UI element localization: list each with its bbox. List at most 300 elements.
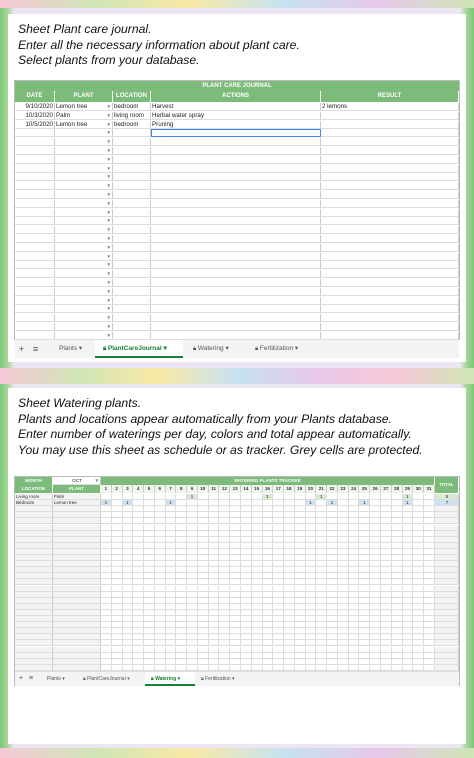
watering-cell[interactable]: [349, 494, 360, 500]
empty-cell[interactable]: [55, 165, 113, 173]
watering-cell[interactable]: [424, 506, 435, 512]
empty-cell[interactable]: [321, 156, 459, 164]
watering-cell[interactable]: [381, 573, 392, 579]
watering-cell[interactable]: [209, 561, 220, 567]
watering-cell[interactable]: [359, 622, 370, 628]
watering-cell[interactable]: [209, 567, 220, 573]
watering-cell[interactable]: [133, 622, 144, 628]
watering-cell[interactable]: [133, 531, 144, 537]
watering-cell[interactable]: [101, 610, 112, 616]
watering-cell[interactable]: [176, 518, 187, 524]
watering-cell[interactable]: [273, 653, 284, 659]
watering-cell[interactable]: [230, 531, 241, 537]
watering-cell[interactable]: [219, 640, 230, 646]
watering-cell[interactable]: [101, 549, 112, 555]
watering-cell[interactable]: [166, 604, 177, 610]
watering-cell[interactable]: [263, 549, 274, 555]
watering-cell[interactable]: [316, 665, 327, 671]
watering-cell[interactable]: [187, 500, 198, 506]
empty-cell[interactable]: [321, 288, 459, 296]
watering-cell[interactable]: [123, 531, 134, 537]
watering-cell[interactable]: [327, 525, 338, 531]
tab-plantcarejournal[interactable]: [95, 340, 183, 358]
watering-cell[interactable]: [403, 598, 414, 604]
watering-cell[interactable]: [295, 543, 306, 549]
watering-cell[interactable]: [306, 586, 317, 592]
watering-cell[interactable]: [198, 604, 209, 610]
watering-cell[interactable]: [198, 494, 209, 500]
watering-cell[interactable]: [230, 640, 241, 646]
watering-cell[interactable]: [295, 616, 306, 622]
chevron-down-icon[interactable]: ▼: [106, 112, 111, 118]
watering-cell[interactable]: [327, 555, 338, 561]
watering-cell[interactable]: [306, 512, 317, 518]
chevron-down-icon[interactable]: ▼: [106, 236, 111, 241]
watering-cell[interactable]: [241, 586, 252, 592]
watering-cell[interactable]: [112, 531, 123, 537]
watering-cell[interactable]: [316, 555, 327, 561]
watering-cell[interactable]: [241, 659, 252, 665]
watering-cell[interactable]: [123, 579, 134, 585]
watering-cell[interactable]: [403, 567, 414, 573]
watering-cell[interactable]: [381, 555, 392, 561]
watering-cell[interactable]: [187, 653, 198, 659]
watering-cell[interactable]: [252, 640, 263, 646]
watering-cell[interactable]: [349, 604, 360, 610]
tab-watering[interactable]: [185, 340, 243, 358]
watering-cell[interactable]: [219, 500, 230, 506]
watering-cell[interactable]: [209, 555, 220, 561]
table-cell[interactable]: [321, 121, 459, 129]
table-cell[interactable]: [15, 121, 55, 129]
watering-cell[interactable]: [327, 653, 338, 659]
watering-cell[interactable]: [424, 640, 435, 646]
watering-cell[interactable]: [101, 665, 112, 671]
watering-cell-filled[interactable]: 1: [123, 500, 134, 506]
empty-cell[interactable]: [15, 253, 55, 261]
watering-cell[interactable]: [241, 598, 252, 604]
empty-cell[interactable]: [15, 209, 55, 217]
watering-cell[interactable]: [295, 647, 306, 653]
watering-cell[interactable]: [424, 537, 435, 543]
watering-cell[interactable]: [403, 512, 414, 518]
watering-cell[interactable]: [295, 573, 306, 579]
watering-cell[interactable]: [219, 537, 230, 543]
watering-cell[interactable]: [219, 622, 230, 628]
watering-cell[interactable]: [381, 543, 392, 549]
empty-cell[interactable]: [55, 156, 113, 164]
watering-cell[interactable]: [144, 616, 155, 622]
watering-cell[interactable]: [187, 604, 198, 610]
watering-cell[interactable]: [316, 640, 327, 646]
watering-cell-filled[interactable]: 1: [187, 494, 198, 500]
watering-cell[interactable]: [155, 586, 166, 592]
watering-cell[interactable]: [187, 518, 198, 524]
watering-cell[interactable]: [349, 506, 360, 512]
watering-cell[interactable]: [176, 543, 187, 549]
watering-cell[interactable]: [209, 512, 220, 518]
watering-cell[interactable]: [144, 500, 155, 506]
watering-cell[interactable]: [123, 640, 134, 646]
watering-cell[interactable]: [424, 500, 435, 506]
empty-cell[interactable]: [151, 217, 321, 225]
watering-cell[interactable]: [424, 579, 435, 585]
watering-cell[interactable]: [284, 525, 295, 531]
watering-cell[interactable]: [370, 604, 381, 610]
watering-cell[interactable]: [403, 640, 414, 646]
watering-cell[interactable]: [327, 537, 338, 543]
watering-cell[interactable]: [349, 616, 360, 622]
watering-cell[interactable]: [306, 549, 317, 555]
watering-cell[interactable]: [123, 647, 134, 653]
watering-cell[interactable]: [252, 494, 263, 500]
watering-cell[interactable]: [112, 647, 123, 653]
watering-cell[interactable]: [230, 579, 241, 585]
watering-cell[interactable]: [144, 659, 155, 665]
sheet-list-button[interactable]: ≡: [33, 344, 39, 354]
watering-cell[interactable]: [133, 604, 144, 610]
watering-cell[interactable]: [219, 592, 230, 598]
empty-cell[interactable]: [151, 226, 321, 234]
watering-cell[interactable]: [327, 622, 338, 628]
watering-cell[interactable]: [392, 622, 403, 628]
table-cell[interactable]: [113, 112, 151, 120]
watering-cell[interactable]: [230, 616, 241, 622]
watering-cell[interactable]: [166, 610, 177, 616]
watering-cell[interactable]: [209, 616, 220, 622]
watering-cell[interactable]: [349, 640, 360, 646]
watering-cell[interactable]: [112, 537, 123, 543]
chevron-down-icon[interactable]: ▼: [94, 478, 99, 483]
watering-cell[interactable]: [101, 640, 112, 646]
watering-cell[interactable]: [381, 525, 392, 531]
watering-cell[interactable]: [123, 543, 134, 549]
watering-cell[interactable]: [403, 592, 414, 598]
watering-cell[interactable]: [176, 506, 187, 512]
empty-cell[interactable]: [151, 138, 321, 146]
watering-cell[interactable]: [241, 604, 252, 610]
watering-cell[interactable]: [424, 586, 435, 592]
watering-cell[interactable]: [295, 537, 306, 543]
watering-cell[interactable]: [198, 500, 209, 506]
watering-cell[interactable]: [144, 494, 155, 500]
watering-cell[interactable]: [403, 555, 414, 561]
watering-cell[interactable]: [295, 659, 306, 665]
watering-cell[interactable]: [252, 598, 263, 604]
empty-cell[interactable]: [15, 279, 55, 287]
watering-cell[interactable]: [252, 549, 263, 555]
watering-cell[interactable]: [338, 579, 349, 585]
watering-cell[interactable]: [209, 537, 220, 543]
watering-cell[interactable]: [176, 512, 187, 518]
empty-cell[interactable]: [55, 235, 113, 243]
watering-cell[interactable]: [392, 665, 403, 671]
watering-cell[interactable]: [306, 598, 317, 604]
watering-cell[interactable]: [381, 640, 392, 646]
watering-cell[interactable]: [166, 549, 177, 555]
watering-cell[interactable]: [155, 604, 166, 610]
watering-cell[interactable]: [392, 653, 403, 659]
chevron-down-icon[interactable]: ▾: [60, 676, 65, 682]
chevron-down-icon[interactable]: ▾: [77, 345, 83, 352]
watering-cell[interactable]: [155, 634, 166, 640]
watering-cell[interactable]: [219, 543, 230, 549]
watering-cell[interactable]: [101, 543, 112, 549]
watering-cell[interactable]: [273, 518, 284, 524]
watering-cell[interactable]: [219, 653, 230, 659]
watering-cell[interactable]: [230, 604, 241, 610]
watering-cell[interactable]: [381, 604, 392, 610]
watering-cell[interactable]: [284, 647, 295, 653]
watering-cell[interactable]: [198, 525, 209, 531]
tab-watering[interactable]: [145, 672, 195, 686]
watering-cell[interactable]: [198, 512, 209, 518]
watering-cell[interactable]: [392, 604, 403, 610]
watering-cell[interactable]: [295, 640, 306, 646]
watering-cell[interactable]: [101, 622, 112, 628]
watering-cell[interactable]: [144, 665, 155, 671]
tab-fertilization[interactable]: [195, 672, 253, 686]
watering-cell[interactable]: [155, 500, 166, 506]
watering-cell[interactable]: [327, 640, 338, 646]
watering-cell[interactable]: [359, 561, 370, 567]
watering-cell[interactable]: [144, 586, 155, 592]
watering-cell[interactable]: [123, 622, 134, 628]
watering-cell[interactable]: [219, 665, 230, 671]
chevron-down-icon[interactable]: ▾: [125, 676, 130, 682]
watering-cell[interactable]: [284, 543, 295, 549]
watering-cell[interactable]: [209, 549, 220, 555]
watering-cell[interactable]: [252, 586, 263, 592]
chevron-down-icon[interactable]: ▼: [106, 121, 111, 127]
watering-cell[interactable]: [403, 659, 414, 665]
watering-cell[interactable]: [155, 518, 166, 524]
empty-cell[interactable]: [15, 226, 55, 234]
watering-cell[interactable]: [327, 518, 338, 524]
watering-cell[interactable]: [133, 628, 144, 634]
watering-cell[interactable]: [370, 586, 381, 592]
empty-cell[interactable]: [15, 191, 55, 199]
watering-cell[interactable]: [359, 598, 370, 604]
watering-cell[interactable]: [155, 525, 166, 531]
watering-cell[interactable]: [230, 500, 241, 506]
watering-cell[interactable]: [359, 640, 370, 646]
watering-cell[interactable]: [166, 592, 177, 598]
watering-cell[interactable]: [241, 561, 252, 567]
watering-cell[interactable]: [349, 518, 360, 524]
watering-cell[interactable]: [187, 579, 198, 585]
watering-cell[interactable]: [198, 665, 209, 671]
watering-cell[interactable]: [392, 616, 403, 622]
watering-cell[interactable]: [273, 586, 284, 592]
chevron-down-icon[interactable]: ▼: [106, 315, 111, 321]
watering-cell[interactable]: [198, 616, 209, 622]
watering-cell[interactable]: [155, 573, 166, 579]
watering-cell[interactable]: [133, 567, 144, 573]
watering-cell[interactable]: [295, 549, 306, 555]
watering-cell[interactable]: [133, 616, 144, 622]
watering-cell[interactable]: [349, 628, 360, 634]
empty-cell[interactable]: [113, 217, 151, 225]
watering-cell[interactable]: [424, 622, 435, 628]
watering-cell[interactable]: [370, 628, 381, 634]
watering-cell[interactable]: [359, 567, 370, 573]
watering-cell[interactable]: [316, 500, 327, 506]
watering-cell[interactable]: [306, 494, 317, 500]
empty-cell[interactable]: [151, 253, 321, 261]
watering-cell[interactable]: [209, 640, 220, 646]
watering-cell[interactable]: [166, 598, 177, 604]
watering-cell[interactable]: [166, 640, 177, 646]
watering-cell[interactable]: [198, 622, 209, 628]
watering-cell[interactable]: [424, 512, 435, 518]
watering-cell[interactable]: [176, 653, 187, 659]
watering-cell[interactable]: [370, 665, 381, 671]
watering-cell[interactable]: [101, 579, 112, 585]
watering-cell[interactable]: [370, 647, 381, 653]
watering-cell[interactable]: [327, 531, 338, 537]
watering-cell[interactable]: [316, 628, 327, 634]
empty-cell[interactable]: [113, 270, 151, 278]
watering-cell[interactable]: [327, 561, 338, 567]
watering-cell[interactable]: [349, 659, 360, 665]
watering-cell[interactable]: [112, 512, 123, 518]
watering-cell[interactable]: [392, 592, 403, 598]
watering-cell[interactable]: [392, 586, 403, 592]
watering-cell[interactable]: [413, 494, 424, 500]
empty-cell[interactable]: [113, 156, 151, 164]
empty-cell[interactable]: [151, 297, 321, 305]
watering-cell[interactable]: [123, 518, 134, 524]
watering-cell[interactable]: [338, 525, 349, 531]
watering-cell[interactable]: [241, 506, 252, 512]
watering-cell[interactable]: [176, 555, 187, 561]
watering-cell[interactable]: [101, 586, 112, 592]
watering-cell[interactable]: [219, 512, 230, 518]
empty-cell[interactable]: [15, 270, 55, 278]
chevron-down-icon[interactable]: ▼: [106, 104, 111, 109]
watering-cell[interactable]: [349, 561, 360, 567]
watering-cell[interactable]: [101, 561, 112, 567]
watering-cell[interactable]: [359, 616, 370, 622]
watering-cell[interactable]: [176, 628, 187, 634]
watering-cell[interactable]: [133, 543, 144, 549]
watering-cell[interactable]: [166, 659, 177, 665]
watering-cell[interactable]: [263, 604, 274, 610]
watering-cell[interactable]: [359, 604, 370, 610]
watering-cell[interactable]: [198, 561, 209, 567]
watering-cell[interactable]: [424, 647, 435, 653]
watering-cell[interactable]: [144, 525, 155, 531]
watering-cell[interactable]: [123, 586, 134, 592]
empty-cell[interactable]: [151, 209, 321, 217]
chevron-down-icon[interactable]: ▼: [106, 130, 111, 136]
watering-cell[interactable]: [112, 518, 123, 524]
watering-cell[interactable]: [403, 537, 414, 543]
watering-cell[interactable]: [424, 628, 435, 634]
watering-cell[interactable]: [166, 555, 177, 561]
watering-cell[interactable]: [219, 506, 230, 512]
watering-cell[interactable]: [241, 634, 252, 640]
watering-cell[interactable]: [219, 549, 230, 555]
watering-cell[interactable]: [219, 531, 230, 537]
watering-cell[interactable]: [327, 567, 338, 573]
watering-cell[interactable]: [359, 537, 370, 543]
watering-cell[interactable]: [230, 518, 241, 524]
watering-cell[interactable]: [403, 531, 414, 537]
add-sheet-button[interactable]: +: [19, 675, 24, 682]
watering-cell[interactable]: [413, 531, 424, 537]
watering-cell[interactable]: [306, 537, 317, 543]
watering-cell[interactable]: [349, 512, 360, 518]
watering-cell[interactable]: [338, 543, 349, 549]
watering-cell[interactable]: [198, 549, 209, 555]
watering-cell[interactable]: [198, 573, 209, 579]
watering-cell[interactable]: [123, 512, 134, 518]
watering-cell[interactable]: [198, 506, 209, 512]
watering-cell[interactable]: [133, 659, 144, 665]
watering-cell[interactable]: [112, 640, 123, 646]
watering-cell[interactable]: [392, 549, 403, 555]
watering-cell[interactable]: [252, 537, 263, 543]
watering-cell[interactable]: [176, 659, 187, 665]
watering-cell[interactable]: [338, 610, 349, 616]
empty-cell[interactable]: [113, 297, 151, 305]
watering-cell[interactable]: [273, 494, 284, 500]
watering-cell[interactable]: [123, 628, 134, 634]
watering-cell[interactable]: [123, 549, 134, 555]
watering-cell[interactable]: [413, 628, 424, 634]
watering-cell[interactable]: [187, 659, 198, 665]
watering-cell[interactable]: [155, 640, 166, 646]
watering-cell[interactable]: [230, 512, 241, 518]
empty-cell[interactable]: [321, 253, 459, 261]
watering-cell[interactable]: [306, 604, 317, 610]
watering-cell[interactable]: [166, 573, 177, 579]
watering-cell[interactable]: [338, 665, 349, 671]
watering-cell[interactable]: [219, 518, 230, 524]
watering-cell[interactable]: [198, 531, 209, 537]
tab-plants[interactable]: [51, 340, 95, 358]
watering-cell[interactable]: [176, 549, 187, 555]
watering-cell[interactable]: [263, 628, 274, 634]
empty-cell[interactable]: [15, 235, 55, 243]
watering-cell[interactable]: [263, 506, 274, 512]
watering-cell[interactable]: [263, 659, 274, 665]
chevron-down-icon[interactable]: ▼: [106, 139, 111, 145]
watering-cell[interactable]: [413, 525, 424, 531]
watering-cell[interactable]: [263, 543, 274, 549]
empty-cell[interactable]: [321, 191, 459, 199]
watering-cell[interactable]: [241, 531, 252, 537]
watering-cell[interactable]: [209, 598, 220, 604]
watering-cell[interactable]: [176, 592, 187, 598]
table-cell[interactable]: [55, 103, 113, 111]
watering-cell[interactable]: [209, 579, 220, 585]
watering-cell[interactable]: [370, 653, 381, 659]
watering-cell[interactable]: [359, 494, 370, 500]
watering-cell[interactable]: [295, 518, 306, 524]
empty-cell[interactable]: [113, 261, 151, 269]
watering-cell[interactable]: [155, 531, 166, 537]
watering-cell[interactable]: [295, 610, 306, 616]
watering-cell[interactable]: [123, 592, 134, 598]
watering-cell[interactable]: [112, 555, 123, 561]
watering-cell[interactable]: [112, 579, 123, 585]
watering-cell[interactable]: [112, 616, 123, 622]
empty-cell[interactable]: [113, 323, 151, 331]
chevron-down-icon[interactable]: ▼: [106, 297, 111, 303]
